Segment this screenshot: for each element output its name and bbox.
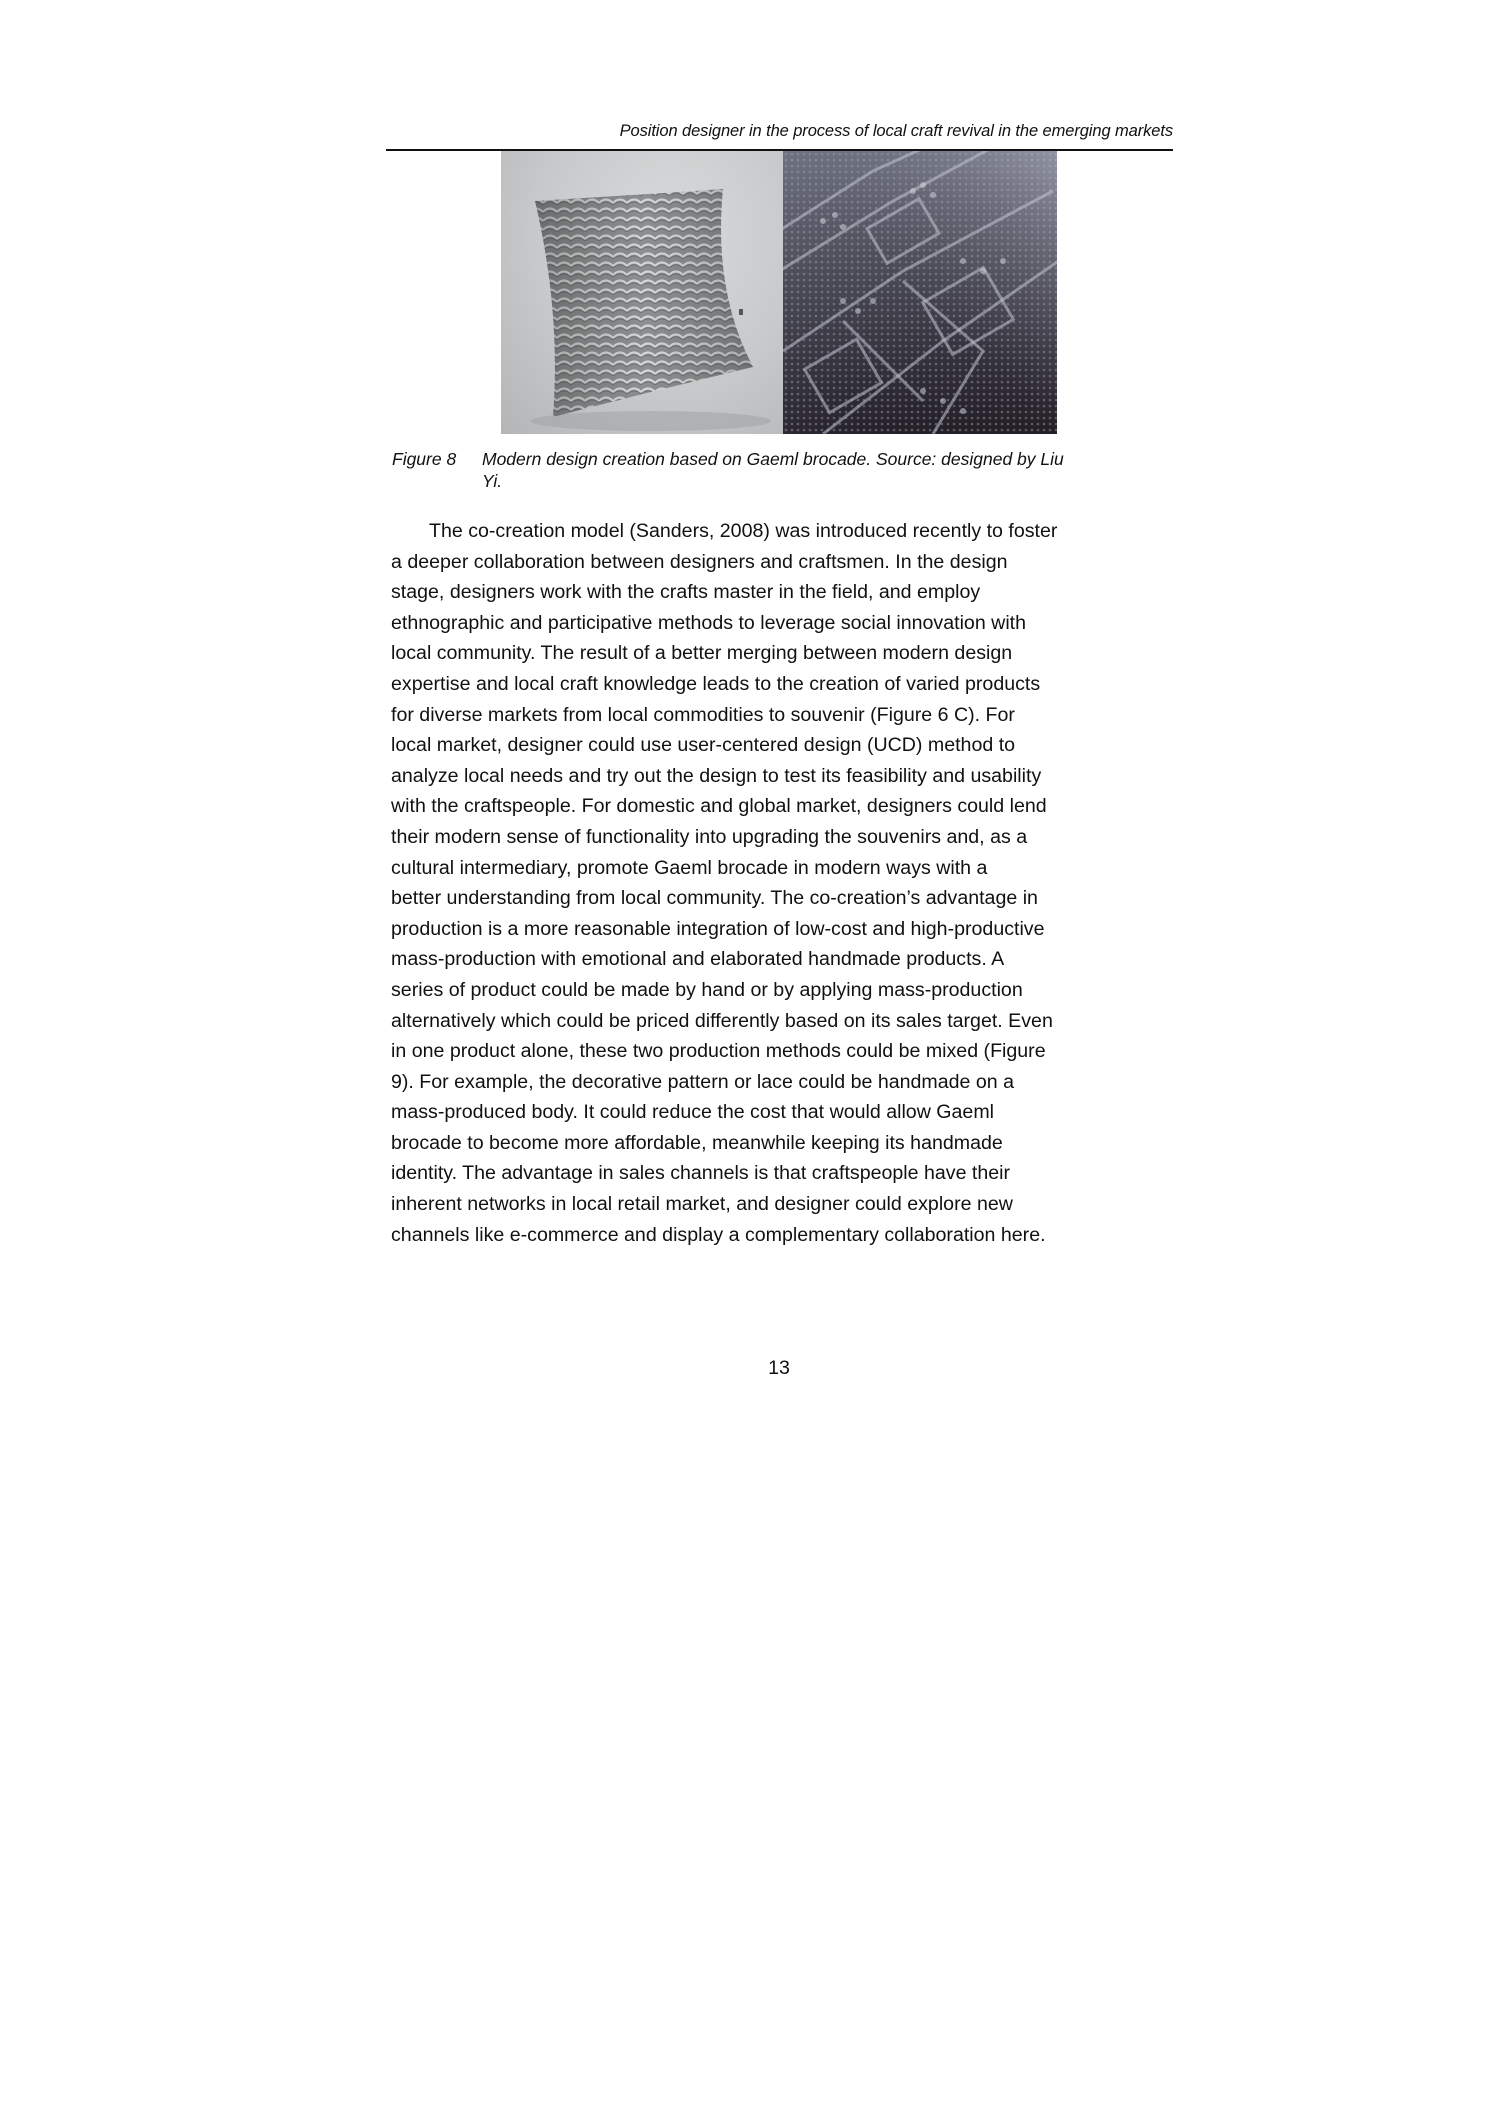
body-line: in one product alone, these two production methods could be mixed (Figure	[391, 1040, 1046, 1063]
body-line: local community. The result of a better merging between modern design	[391, 642, 1013, 665]
running-header: Position designer in the process of local craft revival in the emerging markets	[619, 122, 1173, 140]
caption-line: Yi.	[482, 471, 503, 491]
pillow-illustration	[501, 151, 783, 434]
body-line: with the craftspeople. For domestic and global market, designers could lend	[391, 795, 1047, 818]
body-line: their modern sense of functionality into upgrading the souvenirs and, as a	[391, 825, 1028, 848]
body-line: stage, designers work with the crafts master in the field, and employ	[391, 581, 981, 604]
body-line: alternatively which could be priced differently based on its sales target. Even	[391, 1009, 1053, 1032]
body-line: expertise and local craft knowledge leads to the creation of varied products	[391, 672, 1041, 695]
body-line: production is a more reasonable integration of low-cost and high-productive	[391, 917, 1045, 940]
figure-caption-text	[482, 448, 1172, 492]
body-line: better understanding from local community. The co-creation’s advantage in	[391, 887, 1038, 910]
body-line: brocade to become more affordable, meanwhile keeping its handmade	[391, 1131, 1003, 1154]
body-line: mass-produced body. It could reduce the cost that would allow Gaeml	[391, 1101, 995, 1124]
body-line: ethnographic and participative methods to leverage social innovation with	[391, 611, 1027, 634]
body-line: a deeper collaboration between designers and craftsmen. In the design	[391, 550, 1008, 573]
body-line: cultural intermediary, promote Gaeml brocade in modern ways with a	[391, 856, 988, 879]
body-line: channels like e-commerce and display a complementary collaboration here.	[391, 1223, 1046, 1246]
body-line: mass-production with emotional and elaborated handmade products. A	[391, 948, 1005, 971]
body-paragraph	[391, 516, 1176, 1250]
caption-line: Modern design creation based on Gaeml brocade. Source: designed by Liu	[482, 449, 1064, 469]
brocade-illustration	[783, 151, 1057, 434]
body-line: local market, designer could use user-centered design (UCD) method to	[391, 734, 1016, 757]
body-line: 9). For example, the decorative pattern or lace could be handmade on a	[391, 1070, 1015, 1093]
page-number: 13	[768, 1357, 790, 1379]
body-line: identity. The advantage in sales channels is that craftspeople have their	[391, 1162, 1011, 1185]
body-line: The co-creation model (Sanders, 2008) was introduced recently to foster	[429, 520, 1058, 542]
pillow-photo	[501, 151, 783, 434]
brocade-photo	[783, 151, 1057, 434]
figure-8	[501, 151, 1057, 434]
body-line: for diverse markets from local commodities to souvenir (Figure 6 C). For	[391, 703, 1015, 726]
body-line: analyze local needs and try out the design to test its feasibility and usability	[391, 764, 1042, 787]
body-line: series of product could be made by hand or by applying mass-production	[391, 978, 1023, 1001]
figure-label: Figure 8	[392, 449, 457, 469]
body-line: inherent networks in local retail market, and designer could explore new	[391, 1193, 1013, 1216]
